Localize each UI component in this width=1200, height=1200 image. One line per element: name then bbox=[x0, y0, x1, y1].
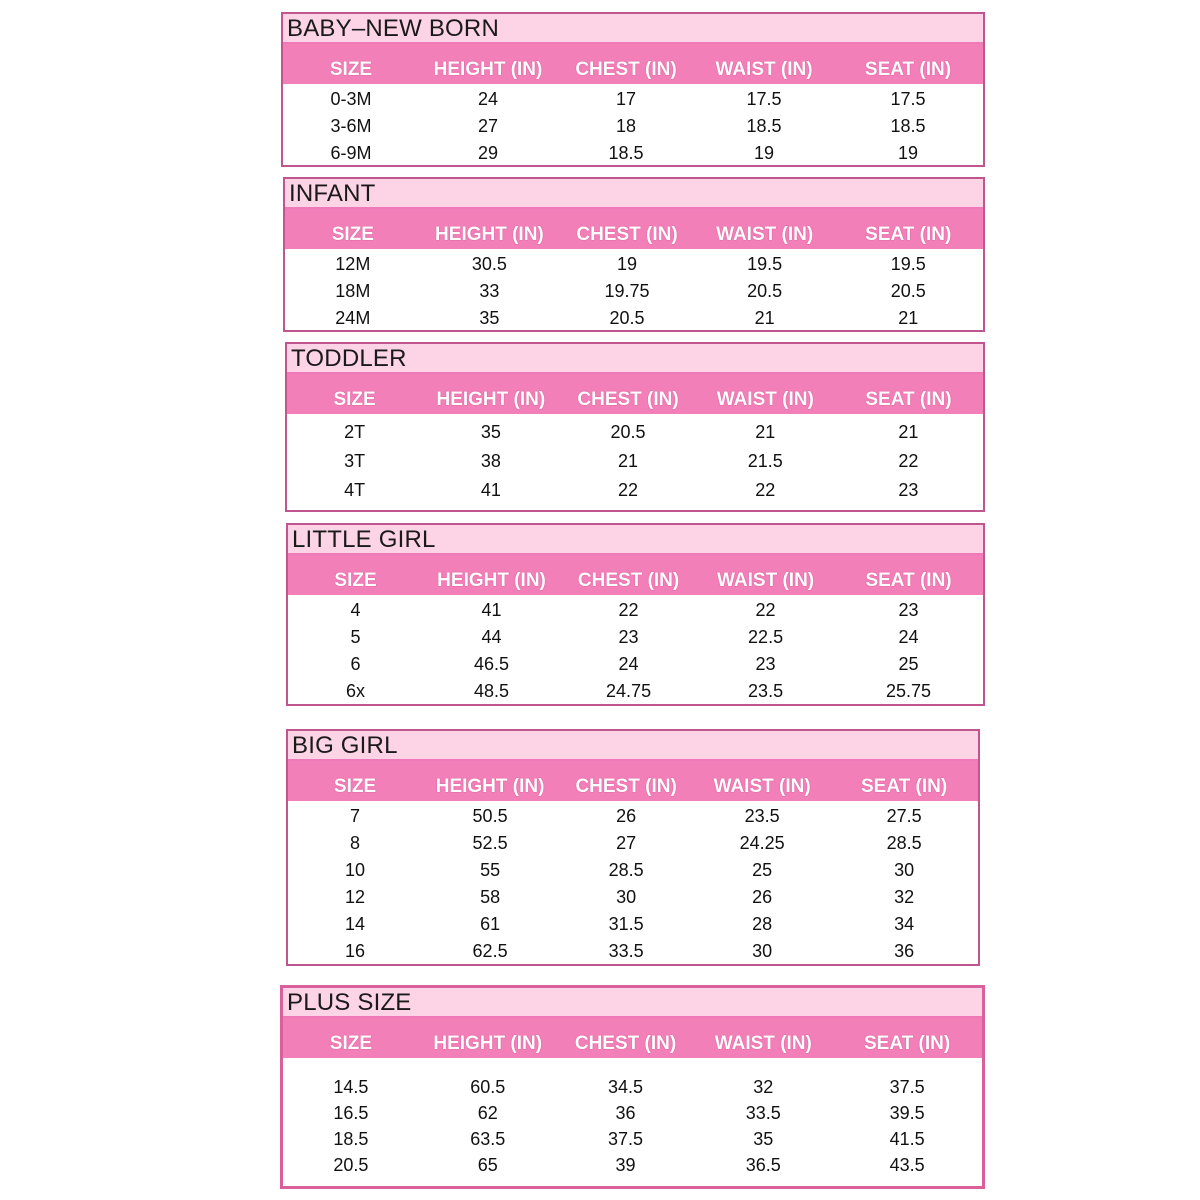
cell-size: 12 bbox=[345, 887, 366, 907]
cell-height: 41 bbox=[480, 480, 501, 500]
cell-chest: 18.5 bbox=[608, 143, 644, 163]
table-row bbox=[283, 1074, 982, 1100]
cell-waist: 20.5 bbox=[747, 281, 783, 301]
table-row bbox=[288, 830, 978, 857]
cell-waist: 23 bbox=[755, 654, 776, 674]
column-header-size: SIZE bbox=[333, 776, 377, 797]
cell-seat: 43.5 bbox=[889, 1154, 925, 1175]
cell-height: 52.5 bbox=[472, 833, 508, 853]
column-header-seat: SEAT (IN) bbox=[864, 59, 952, 80]
cell-height: 50.5 bbox=[472, 806, 508, 826]
cell-chest: 31.5 bbox=[608, 914, 644, 934]
table-body bbox=[285, 249, 983, 332]
cell-seat: 23 bbox=[898, 480, 919, 500]
cell-seat: 30 bbox=[894, 860, 915, 880]
cell-size: 6 bbox=[350, 654, 361, 674]
cell-seat: 21 bbox=[898, 308, 919, 328]
cell-size: 6-9M bbox=[330, 143, 372, 163]
section-title: INFANT bbox=[285, 179, 983, 209]
cell-height: 58 bbox=[480, 887, 501, 907]
cell-waist: 25 bbox=[752, 860, 773, 880]
cell-size: 16 bbox=[345, 941, 366, 961]
cell-waist: 18.5 bbox=[746, 116, 782, 136]
cell-chest: 26 bbox=[616, 806, 637, 826]
column-header-seat: SEAT (IN) bbox=[865, 570, 952, 591]
cell-chest: 27 bbox=[616, 833, 637, 853]
cell-waist: 36.5 bbox=[745, 1154, 781, 1175]
cell-size: 10 bbox=[345, 860, 366, 880]
cell-seat: 41.5 bbox=[889, 1128, 925, 1149]
column-header-seat: SEAT (IN) bbox=[860, 776, 948, 797]
cell-waist: 22 bbox=[755, 600, 776, 620]
cell-chest: 30 bbox=[616, 887, 637, 907]
cell-height: 41 bbox=[481, 600, 502, 620]
table-body bbox=[288, 595, 983, 705]
cell-chest: 36 bbox=[615, 1102, 636, 1123]
cell-chest: 24.75 bbox=[606, 681, 652, 701]
table-row bbox=[283, 113, 983, 140]
cell-seat: 20.5 bbox=[890, 281, 926, 301]
column-header-size: SIZE bbox=[329, 59, 373, 80]
cell-chest: 23 bbox=[618, 627, 639, 647]
cell-height: 46.5 bbox=[474, 654, 510, 674]
table-row bbox=[283, 140, 983, 167]
cell-height: 35 bbox=[480, 422, 501, 442]
cell-seat: 37.5 bbox=[889, 1076, 925, 1097]
table-body bbox=[283, 84, 983, 167]
table-row bbox=[287, 447, 983, 476]
cell-waist: 32 bbox=[753, 1076, 774, 1097]
table-row bbox=[285, 251, 983, 278]
cell-seat: 18.5 bbox=[890, 116, 926, 136]
cell-waist: 30 bbox=[752, 941, 773, 961]
cell-chest: 19 bbox=[617, 254, 638, 274]
cell-waist: 17.5 bbox=[746, 89, 782, 109]
table-row bbox=[288, 884, 978, 911]
size-table-section bbox=[283, 177, 985, 332]
cell-height: 62 bbox=[477, 1102, 498, 1123]
cell-size: 5 bbox=[350, 627, 361, 647]
column-header-waist: WAIST (IN) bbox=[716, 389, 814, 410]
section-title: TODDLER bbox=[287, 344, 983, 374]
section-title: PLUS SIZE bbox=[283, 988, 982, 1018]
cell-size: 0-3M bbox=[330, 89, 372, 109]
header-row bbox=[288, 761, 978, 801]
table-row bbox=[283, 86, 983, 113]
cell-waist: 24.25 bbox=[739, 833, 785, 853]
cell-waist: 19 bbox=[753, 143, 775, 163]
cell-height: 29 bbox=[477, 143, 499, 163]
cell-size: 14 bbox=[345, 914, 366, 934]
column-header-chest: CHEST (IN) bbox=[574, 1033, 677, 1054]
cell-chest: 33.5 bbox=[608, 941, 644, 961]
cell-seat: 25.75 bbox=[886, 681, 932, 701]
cell-seat: 32 bbox=[894, 887, 915, 907]
cell-size: 3T bbox=[344, 451, 366, 471]
table-row bbox=[288, 857, 978, 884]
cell-height: 30.5 bbox=[471, 254, 507, 274]
column-header-waist: WAIST (IN) bbox=[714, 1033, 812, 1054]
header-row bbox=[285, 209, 983, 249]
column-header-waist: WAIST (IN) bbox=[717, 570, 815, 591]
section-title: BABY–NEW BORN bbox=[283, 14, 983, 44]
table-body bbox=[288, 801, 978, 965]
column-header-size: SIZE bbox=[333, 389, 376, 410]
table-row bbox=[283, 1152, 982, 1178]
cell-seat: 22 bbox=[898, 451, 919, 471]
size-table-section bbox=[281, 12, 985, 167]
column-header-chest: CHEST (IN) bbox=[575, 776, 677, 797]
table-row bbox=[287, 476, 983, 505]
section-title: BIG GIRL bbox=[288, 731, 978, 761]
cell-chest: 28.5 bbox=[608, 860, 644, 880]
table-row bbox=[288, 911, 978, 938]
header-row bbox=[288, 555, 983, 595]
column-header-seat: SEAT (IN) bbox=[865, 389, 952, 410]
column-header-chest: CHEST (IN) bbox=[576, 224, 678, 245]
cell-size: 8 bbox=[350, 833, 361, 853]
cell-waist: 28 bbox=[752, 914, 773, 934]
cell-waist: 22.5 bbox=[748, 627, 784, 647]
table-row bbox=[288, 938, 978, 965]
cell-size: 14.5 bbox=[333, 1076, 369, 1097]
cell-height: 60.5 bbox=[470, 1076, 506, 1097]
table-body bbox=[283, 1058, 982, 1178]
cell-seat: 24 bbox=[898, 627, 919, 647]
cell-height: 33 bbox=[479, 281, 500, 301]
table-body bbox=[287, 414, 983, 505]
header-row bbox=[283, 44, 983, 84]
table-row bbox=[288, 651, 983, 678]
cell-waist: 23.5 bbox=[744, 806, 780, 826]
cell-height: 63.5 bbox=[470, 1128, 506, 1149]
cell-seat: 25 bbox=[898, 654, 919, 674]
cell-height: 35 bbox=[479, 308, 500, 328]
cell-chest: 21 bbox=[618, 451, 639, 471]
cell-height: 61 bbox=[480, 914, 501, 934]
column-header-chest: CHEST (IN) bbox=[575, 59, 677, 80]
cell-chest: 39 bbox=[615, 1154, 636, 1175]
cell-seat: 27.5 bbox=[886, 806, 922, 826]
column-header-size: SIZE bbox=[329, 1033, 373, 1054]
cell-size: 6x bbox=[346, 681, 366, 701]
table-row bbox=[285, 305, 983, 332]
size-table-section bbox=[286, 729, 980, 966]
column-header-chest: CHEST (IN) bbox=[577, 570, 680, 591]
size-table-section bbox=[285, 342, 985, 512]
cell-size: 2T bbox=[344, 422, 366, 442]
cell-chest: 20.5 bbox=[609, 308, 645, 328]
column-header-height: HEIGHT (IN) bbox=[435, 776, 545, 797]
column-header-height: HEIGHT (IN) bbox=[437, 570, 546, 591]
cell-waist: 21 bbox=[754, 308, 775, 328]
size-table-section bbox=[280, 985, 985, 1189]
cell-size: 24M bbox=[335, 308, 371, 328]
cell-chest: 22 bbox=[618, 600, 639, 620]
cell-waist: 21.5 bbox=[747, 451, 783, 471]
cell-height: 24 bbox=[477, 89, 499, 109]
column-header-height: HEIGHT (IN) bbox=[435, 224, 544, 245]
cell-seat: 36 bbox=[894, 941, 915, 961]
table-row bbox=[288, 678, 983, 705]
cell-size: 20.5 bbox=[333, 1154, 369, 1175]
column-header-size: SIZE bbox=[331, 224, 374, 245]
cell-height: 27 bbox=[477, 116, 499, 136]
cell-waist: 19.5 bbox=[747, 254, 783, 274]
table-row bbox=[283, 1126, 982, 1152]
cell-chest: 19.75 bbox=[604, 281, 650, 301]
column-header-waist: WAIST (IN) bbox=[713, 776, 811, 797]
cell-seat: 19 bbox=[897, 143, 919, 163]
column-header-seat: SEAT (IN) bbox=[863, 1033, 951, 1054]
column-header-waist: WAIST (IN) bbox=[715, 59, 813, 80]
cell-size: 3-6M bbox=[330, 116, 372, 136]
cell-waist: 33.5 bbox=[745, 1102, 781, 1123]
cell-chest: 20.5 bbox=[610, 422, 646, 442]
cell-size: 7 bbox=[350, 806, 361, 826]
column-header-height: HEIGHT (IN) bbox=[436, 389, 546, 410]
size-table-section bbox=[286, 523, 985, 706]
column-header-height: HEIGHT (IN) bbox=[433, 1033, 543, 1054]
header-row bbox=[283, 1018, 982, 1058]
cell-chest: 18 bbox=[615, 116, 637, 136]
column-header-seat: SEAT (IN) bbox=[865, 224, 952, 245]
cell-waist: 23.5 bbox=[748, 681, 784, 701]
column-header-height: HEIGHT (IN) bbox=[433, 59, 543, 80]
column-header-waist: WAIST (IN) bbox=[716, 224, 814, 245]
column-header-chest: CHEST (IN) bbox=[577, 389, 679, 410]
cell-seat: 39.5 bbox=[889, 1102, 925, 1123]
cell-seat: 21 bbox=[898, 422, 919, 442]
cell-seat: 28.5 bbox=[886, 833, 922, 853]
table-row bbox=[285, 278, 983, 305]
cell-height: 48.5 bbox=[474, 681, 510, 701]
cell-height: 62.5 bbox=[472, 941, 508, 961]
cell-size: 16.5 bbox=[333, 1102, 369, 1123]
cell-size: 4 bbox=[350, 600, 361, 620]
column-header-size: SIZE bbox=[334, 570, 377, 591]
cell-waist: 26 bbox=[752, 887, 773, 907]
header-row bbox=[287, 374, 983, 414]
table-row bbox=[288, 803, 978, 830]
table-row bbox=[287, 418, 983, 447]
table-row bbox=[288, 624, 983, 651]
cell-seat: 19.5 bbox=[890, 254, 926, 274]
cell-waist: 22 bbox=[755, 480, 776, 500]
cell-height: 65 bbox=[477, 1154, 498, 1175]
section-title: LITTLE GIRL bbox=[288, 525, 983, 555]
cell-height: 55 bbox=[480, 860, 501, 880]
cell-size: 12M bbox=[335, 254, 371, 274]
cell-waist: 35 bbox=[753, 1128, 774, 1149]
cell-chest: 24 bbox=[618, 654, 639, 674]
cell-seat: 23 bbox=[898, 600, 919, 620]
cell-size: 18M bbox=[335, 281, 371, 301]
table-row bbox=[283, 1100, 982, 1126]
cell-height: 44 bbox=[481, 627, 502, 647]
cell-chest: 34.5 bbox=[607, 1076, 644, 1097]
cell-chest: 22 bbox=[618, 480, 639, 500]
cell-height: 38 bbox=[480, 451, 501, 471]
cell-seat: 34 bbox=[894, 914, 915, 934]
cell-chest: 17 bbox=[615, 89, 637, 109]
cell-size: 4T bbox=[344, 480, 366, 500]
cell-chest: 37.5 bbox=[607, 1128, 644, 1149]
table-row bbox=[288, 597, 983, 624]
cell-seat: 17.5 bbox=[890, 89, 926, 109]
cell-size: 18.5 bbox=[333, 1128, 369, 1149]
cell-waist: 21 bbox=[755, 422, 776, 442]
